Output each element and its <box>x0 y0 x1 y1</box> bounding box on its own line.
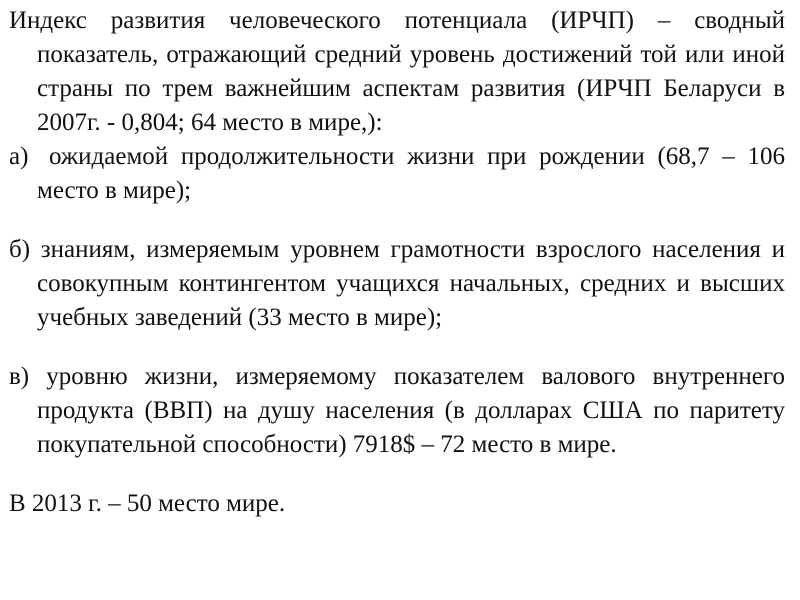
list-marker-b: б) <box>9 236 31 263</box>
list-item-b <box>9 233 785 335</box>
list-text-c: уровню жизни, измеряемому показателем валового внутреннего продукта (ВВП) на душу населения (в долларах США по паритету покупательной способности) 7918$ – 72 место в мире. <box>37 363 786 458</box>
slide-content <box>9 4 785 521</box>
list-item-c <box>9 360 785 462</box>
list-item-a <box>9 140 785 208</box>
list-text-a: ожидаемой продолжительности жизни при рождении (68,7 – 106 место в мире); <box>37 143 785 204</box>
list-text-b: знаниям, измеряемым уровнем грамотности взрослого населения и совокупным контингентом учащихся начальных, средних и высших учебных заведений (33 место в мире); <box>37 236 786 331</box>
intro-paragraph: Индекс развития человеческого потенциала (ИРЧП) – сводный показатель, отражающий средний уровень достижений той или иной страны по трем важнейшим аспектам развития (ИРЧП Беларуси в 2007г. - 0,804; 64 место в мире,): <box>9 7 785 136</box>
list-marker-a: а) <box>9 143 29 170</box>
list-marker-c: в) <box>9 363 30 390</box>
footer-note: В 2013 г. – 50 место мире. <box>9 490 286 517</box>
